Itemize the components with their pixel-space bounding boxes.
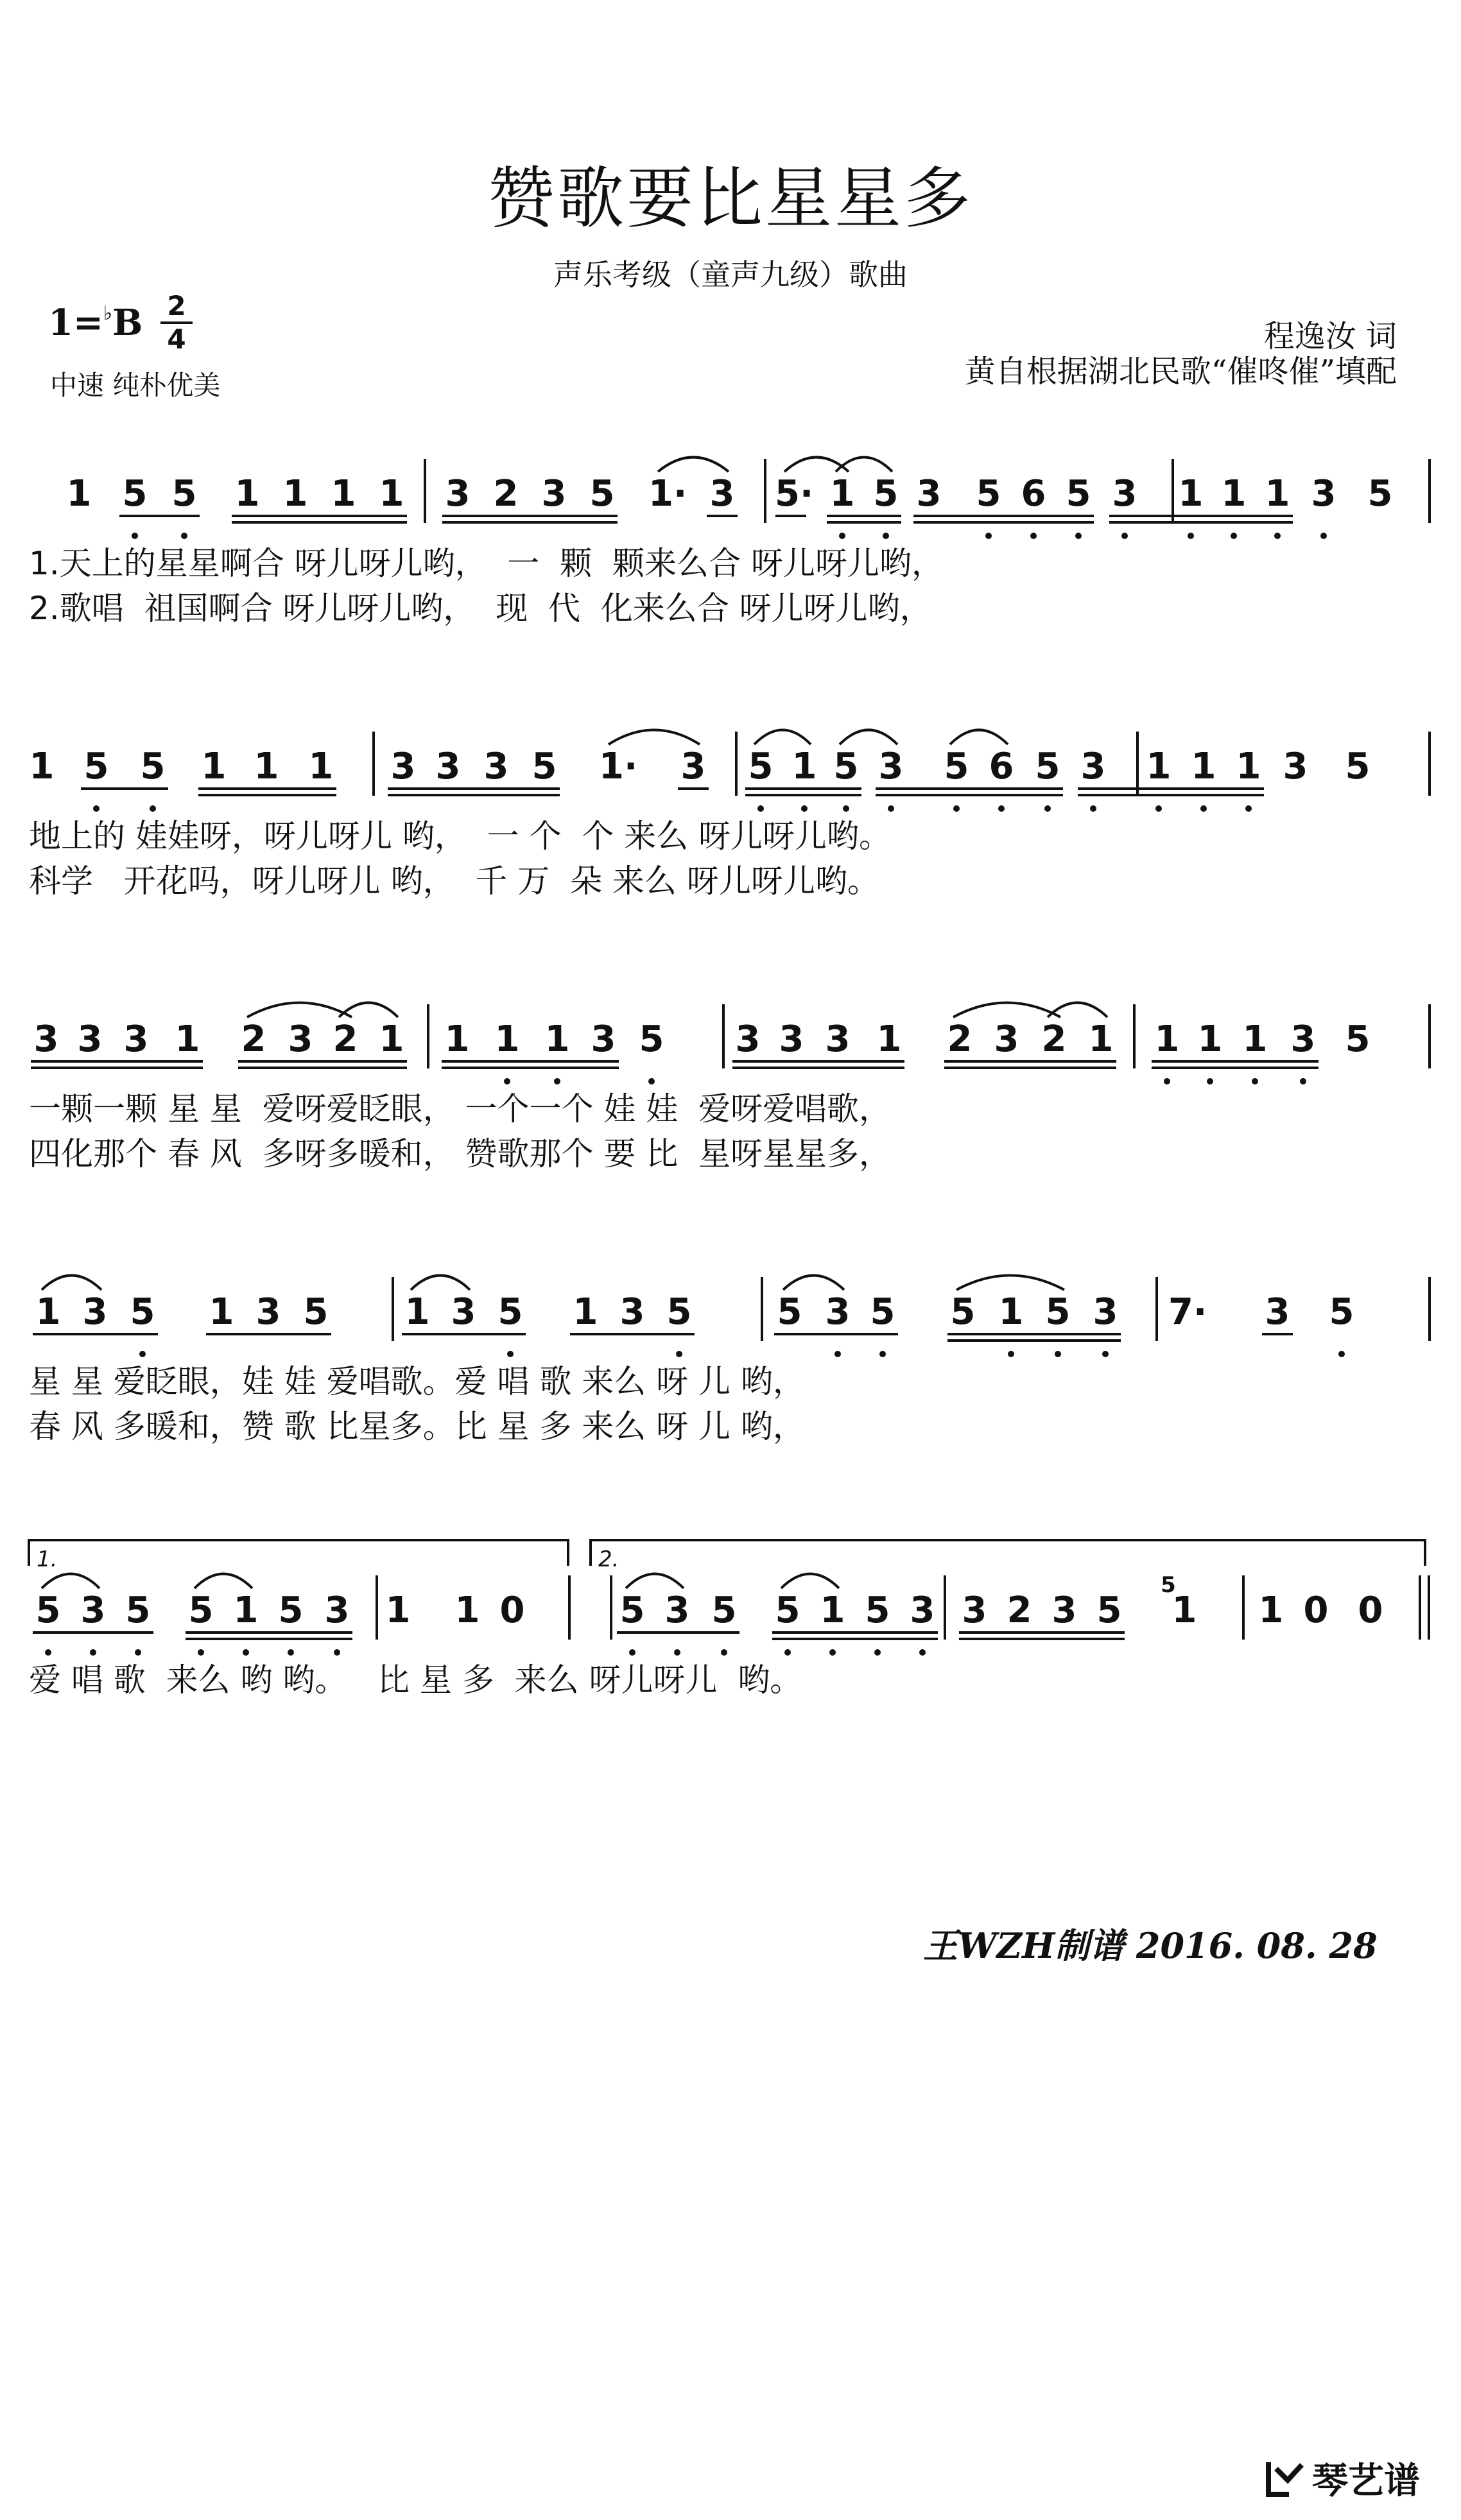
octave-dot [1055,1351,1061,1357]
beam-underline [1152,1060,1318,1063]
note: 3 [483,746,509,787]
bar-line [1136,732,1139,796]
flat-sign: ♭ [103,302,113,325]
bar-line [372,732,375,796]
bar-line [1155,1277,1158,1341]
arranger-credit: 黄自根据湖北民歌“催咚催”填配 [964,354,1397,390]
octave-dot [1090,805,1096,812]
beam-underline [232,515,407,517]
note: 5· [775,473,814,515]
lyrics-verse-1: 地上的 娃娃呀，呀儿呀儿 哟， 一 个 个 来么 呀儿呀儿哟。 [29,818,892,855]
note: 5 [748,746,774,787]
bar-line [764,459,766,523]
note: 1 [385,1590,411,1631]
octave-dot [879,1351,886,1357]
slur-arc [754,730,811,745]
bar-line [735,732,738,796]
note: 3 [1311,473,1336,515]
beam-underline [1078,787,1264,790]
note: 2 [947,1018,973,1060]
note: 3 [123,1018,149,1060]
grace-note: 5 [1161,1572,1176,1598]
note: 5 [125,1590,151,1631]
note: 1 [1197,1018,1223,1060]
lyrics-verse-2: 四化那个 春 风 多呀多暖和， 赞歌那个 要 比 星呀星星多， [29,1135,892,1172]
beam-underline [442,1067,619,1069]
note: 5 [777,1291,802,1333]
octave-dot [843,805,849,812]
note: 3 [255,1291,281,1333]
note: 5 [532,746,557,787]
beam-underline [33,1333,158,1335]
note: 5 [130,1291,155,1333]
note: 3 [1112,473,1137,515]
beam-underline [775,515,806,517]
note: 3 [825,1018,851,1060]
beam-underline [947,1333,1121,1335]
note: 5 [1035,746,1060,787]
octave-dot [45,1649,51,1656]
volta-bracket [29,1540,568,1566]
note: 1 [234,473,260,515]
note: 1 [998,1291,1024,1333]
beam-underline [944,1060,1116,1063]
note: 1 [29,746,55,787]
note: 5 [1066,473,1091,515]
octave-dot [919,1649,926,1656]
note: 3 [288,1018,313,1060]
beam-underline [732,1067,904,1069]
octave-dot [1320,533,1327,539]
octave-dot [676,1351,682,1357]
note: 3 [825,1291,851,1333]
bar-line [761,1277,763,1341]
beam-underline [442,515,618,517]
octave-dot [757,805,764,812]
note: 3 [779,1018,804,1060]
note: 5 [171,473,197,515]
note: 5 [122,473,148,515]
beam-underline [31,1060,203,1063]
slur-arc [247,1003,352,1018]
lyrics-verse-1: 1.天上的星星啊合 呀儿呀儿哟， 一 颗 颗来么合 呀儿呀儿哟， [29,545,944,582]
transcriber-credit: 王WZH制谱 2016. 08. 28 [923,1925,1378,1966]
octave-dot [883,533,889,539]
beam-underline [617,1631,739,1634]
note: 5 [83,746,109,787]
note: 0 [1303,1590,1329,1631]
beam-underline [570,1333,695,1335]
slur-arc [658,458,729,472]
note: 2 [1041,1018,1067,1060]
note: 5 [140,746,166,787]
octave-dot [1030,533,1037,539]
note: 5 [1367,473,1393,515]
note: 1 [829,473,855,515]
note: 0 [499,1590,525,1631]
note: 1 [175,1018,200,1060]
note: 3 [390,746,416,787]
beam-underline [198,787,336,790]
octave-dot [1121,533,1128,539]
octave-dot [198,1649,204,1656]
beam-underline [31,1067,203,1069]
octave-dot [998,805,1005,812]
note: 3 [878,746,904,787]
octave-dot [181,533,187,539]
note: 1 [1221,473,1247,515]
note: 3 [445,473,471,515]
note: 1 [1146,746,1171,787]
note: 3 [910,1590,935,1631]
slur-arc [840,730,897,745]
note: 5 [497,1291,523,1333]
slur-arc [411,1276,470,1290]
volta-bracket [591,1540,1425,1566]
key-prefix: 1= [48,302,103,344]
note: 1 [791,746,817,787]
note: 3 [451,1291,476,1333]
note: 1 [209,1291,234,1333]
note: 3 [619,1291,645,1333]
beam-underline [959,1638,1125,1640]
note: 5 [1345,746,1370,787]
bar-line [1171,459,1174,523]
beam-underline [119,515,200,517]
note: 5 [589,473,615,515]
watermark-icon [1263,2456,1308,2501]
note: 1 [494,1018,520,1060]
note: 1 [1088,1018,1114,1060]
note: 1 [1154,1018,1180,1060]
lyrics-verse-1: 星 星 爱眨眼，娃 娃 爱唱歌。爱 唱 歌 来么 呀 儿 哟， [29,1363,805,1400]
note: 5 [944,746,969,787]
note: 5 [278,1590,304,1631]
note: 3 [324,1590,350,1631]
note: 1 [1171,1590,1197,1631]
octave-dot [1300,1078,1306,1084]
song-subtitle: 声乐考级（童声九级）歌曲 [553,257,908,292]
note: 5 [1345,1018,1370,1060]
octave-dot [1207,1078,1213,1084]
beam-underline [402,1333,526,1335]
note: 5 [1045,1291,1071,1333]
lyrics-verse-1: 一颗一颗 星 星 爱呀爱眨眼， 一个一个 娃 娃 爱呀爱唱歌， [29,1090,892,1127]
note: 5 [1329,1291,1354,1333]
beam-underline [442,1060,619,1063]
note: 3 [1080,746,1106,787]
beam-underline [876,794,1063,796]
note: 1 [201,746,227,787]
note: 0 [1358,1590,1383,1631]
bar-line [1428,1277,1431,1341]
note: 1 [254,746,279,787]
bar-line [424,459,426,523]
octave-dot [1102,1351,1109,1357]
slur-arc [626,1574,684,1589]
note: 5 [865,1590,890,1631]
note: 3 [541,473,567,515]
note: 3 [82,1291,108,1333]
note: 1 [233,1590,259,1631]
octave-dot [888,805,894,812]
note: 6 [989,746,1014,787]
octave-dot [1188,533,1194,539]
octave-dot [674,1649,680,1656]
beam-underline [876,787,1063,790]
beam-underline [33,1631,153,1634]
beam-underline [913,515,1094,517]
bar-line [722,1004,725,1068]
note: 3 [680,746,706,787]
bar-line [1428,732,1431,796]
octave-dot [648,1078,655,1084]
beam-underline [81,787,168,790]
octave-dot [93,805,99,812]
bar-line [1242,1575,1245,1640]
note: 5 [303,1291,329,1333]
note: 2 [493,473,519,515]
note: 5 [873,473,899,515]
octave-dot [554,1078,560,1084]
time-signature-bottom: 4 [167,323,186,355]
beam-underline [774,1333,898,1335]
note: 1 [66,473,92,515]
note: 1 [35,1291,61,1333]
note: 3 [735,1018,761,1060]
note: 1 [544,1018,570,1060]
beam-underline [1109,515,1293,517]
bar-line [1428,1575,1430,1640]
note: 1 [1265,473,1290,515]
octave-dot [985,533,992,539]
note: 5 [976,473,1001,515]
note: 3 [77,1018,103,1060]
octave-dot [839,533,845,539]
beam-underline [198,794,336,796]
octave-dot [784,1649,791,1656]
watermark-logo [1263,2453,1420,2504]
note: 5 [188,1590,214,1631]
octave-dot [132,533,138,539]
beam-underline [388,794,560,796]
note: 5 [711,1590,737,1631]
note: 1 [379,1018,404,1060]
note: 1 [1258,1590,1284,1631]
octave-dot [90,1649,96,1656]
octave-dot [1252,1078,1258,1084]
beam-underline [732,1060,904,1063]
note: 1 [1191,746,1216,787]
note: 5 [870,1291,895,1333]
beam-underline [1078,794,1264,796]
octave-dot [829,1649,836,1656]
note: 1 [1178,473,1204,515]
note: 3 [80,1590,106,1631]
note: 5 [833,746,859,787]
beam-underline [1152,1067,1318,1069]
slur-arc [956,1276,1064,1290]
beam-underline [827,515,901,517]
tempo-marking: 中速 纯朴优美 [50,370,221,401]
beam-underline [388,787,560,790]
note: 2 [241,1018,266,1060]
bar-line [1428,1004,1431,1068]
beam-underline [959,1631,1125,1634]
octave-dot [629,1649,635,1656]
octave-dot [1274,533,1281,539]
octave-dot [507,1351,514,1357]
note: 5 [619,1590,645,1631]
note: 3 [1051,1590,1077,1631]
note: 1 [1236,746,1261,787]
bar-line [1419,1575,1421,1640]
octave-dot [721,1649,727,1656]
note: 5 [1096,1590,1122,1631]
beam-underline [1262,1333,1293,1335]
slur-arc [783,1276,844,1290]
note: 3 [1265,1291,1290,1333]
note: 1· [648,473,687,515]
bar-line [568,1575,571,1640]
bar-line [1428,459,1431,523]
octave-dot [150,805,156,812]
note: 2 [333,1018,358,1060]
note: 1 [454,1590,480,1631]
beam-underline [238,1060,407,1063]
beam-underline [232,521,407,524]
lyricist-credit: 程逸汝 词 [1263,318,1397,354]
note: 5 [775,1590,800,1631]
note: 3 [994,1018,1019,1060]
time-signature-top: 2 [167,290,186,321]
note: 1 [573,1291,598,1333]
octave-dot [504,1078,510,1084]
note: 3 [709,473,735,515]
bar-line [427,1004,429,1068]
song-title: 赞歌要比星星多 [487,159,973,237]
note: 1 [876,1018,902,1060]
note: 3 [33,1018,59,1060]
note: 1· [599,746,638,787]
octave-dot [1245,805,1252,812]
octave-dot [1164,1078,1170,1084]
note: 1 [308,746,334,787]
volta-label: 2. [598,1547,619,1572]
note: 3 [1290,1018,1316,1060]
note: 1 [444,1018,470,1060]
octave-dot [1044,805,1051,812]
beam-underline [442,521,618,524]
octave-dot [874,1649,881,1656]
note: 7· [1168,1291,1207,1333]
volta-label: 1. [37,1547,58,1572]
octave-dot [288,1649,294,1656]
beam-underline [186,1631,352,1634]
bar-line [610,1575,612,1640]
note: 1 [282,473,308,515]
lyrics-verse-2: 2.歌唱 祖国啊合 呀儿呀儿哟， 现 代 化来么合 呀儿呀儿哟， [29,590,932,627]
beam-underline [944,1067,1116,1069]
beam-underline [206,1333,331,1335]
octave-dot [834,1351,841,1357]
beam-underline [745,787,861,790]
beam-underline [707,515,738,517]
octave-dot [334,1649,340,1656]
beam-underline [1109,521,1293,524]
note: 3 [1093,1291,1118,1333]
octave-dot [953,805,960,812]
bar-line [376,1575,378,1640]
note: 1 [379,473,404,515]
octave-dot [1338,1351,1345,1357]
note: 2 [1007,1590,1032,1631]
lyrics-verse-2: 春 风 多暖和，赞 歌 比星多。比 星 多 来么 呀 儿 哟， [29,1408,805,1445]
note: 5 [950,1291,976,1333]
slur-arc [42,1276,101,1290]
octave-dot [801,805,808,812]
note: 6 [1021,473,1046,515]
beam-underline [913,521,1094,524]
bar-line [944,1575,946,1640]
octave-dot [1155,805,1162,812]
bar-line [392,1277,394,1341]
octave-dot [1200,805,1207,812]
octave-dot [135,1649,141,1656]
octave-dot [1008,1351,1014,1357]
note: 3 [591,1018,616,1060]
note: 5 [35,1590,61,1631]
note: 1 [1242,1018,1268,1060]
slur-arc [950,730,1008,745]
beam-underline [772,1631,938,1634]
beam-underline [238,1067,407,1069]
bar-line [1133,1004,1136,1068]
slur-arc [953,1003,1060,1018]
beam-underline [678,787,709,790]
lyrics-verse-1: 爱 唱 歌 来么 哟 哟。 比 星 多 来么 呀儿呀儿 哟。 [29,1661,802,1699]
note: 3 [664,1590,690,1631]
beam-underline [827,521,901,524]
slur-arc [609,730,700,745]
slur-arc [781,1574,839,1589]
octave-dot [1075,533,1082,539]
note: 3 [435,746,461,787]
note: 5 [666,1291,692,1333]
note: 1 [820,1590,845,1631]
beam-underline [947,1339,1121,1342]
beam-underline [186,1638,352,1640]
beam-underline [772,1638,938,1640]
note: 3 [916,473,942,515]
note: 3 [1283,746,1308,787]
key-note: B [112,302,143,344]
octave-dot [139,1351,146,1357]
octave-dot [1231,533,1237,539]
note: 3 [962,1590,987,1631]
note: 5 [639,1018,664,1060]
octave-dot [243,1649,249,1656]
lyrics-verse-2: 科学 开花吗，呀儿呀儿 哟， 千 万 朵 来么 呀儿呀儿哟。 [29,862,879,900]
beam-underline [745,794,861,796]
note: 1 [404,1291,430,1333]
watermark-text: 琴艺谱 [1312,2460,1420,2502]
note: 1 [331,473,356,515]
slur-arc [195,1574,252,1589]
